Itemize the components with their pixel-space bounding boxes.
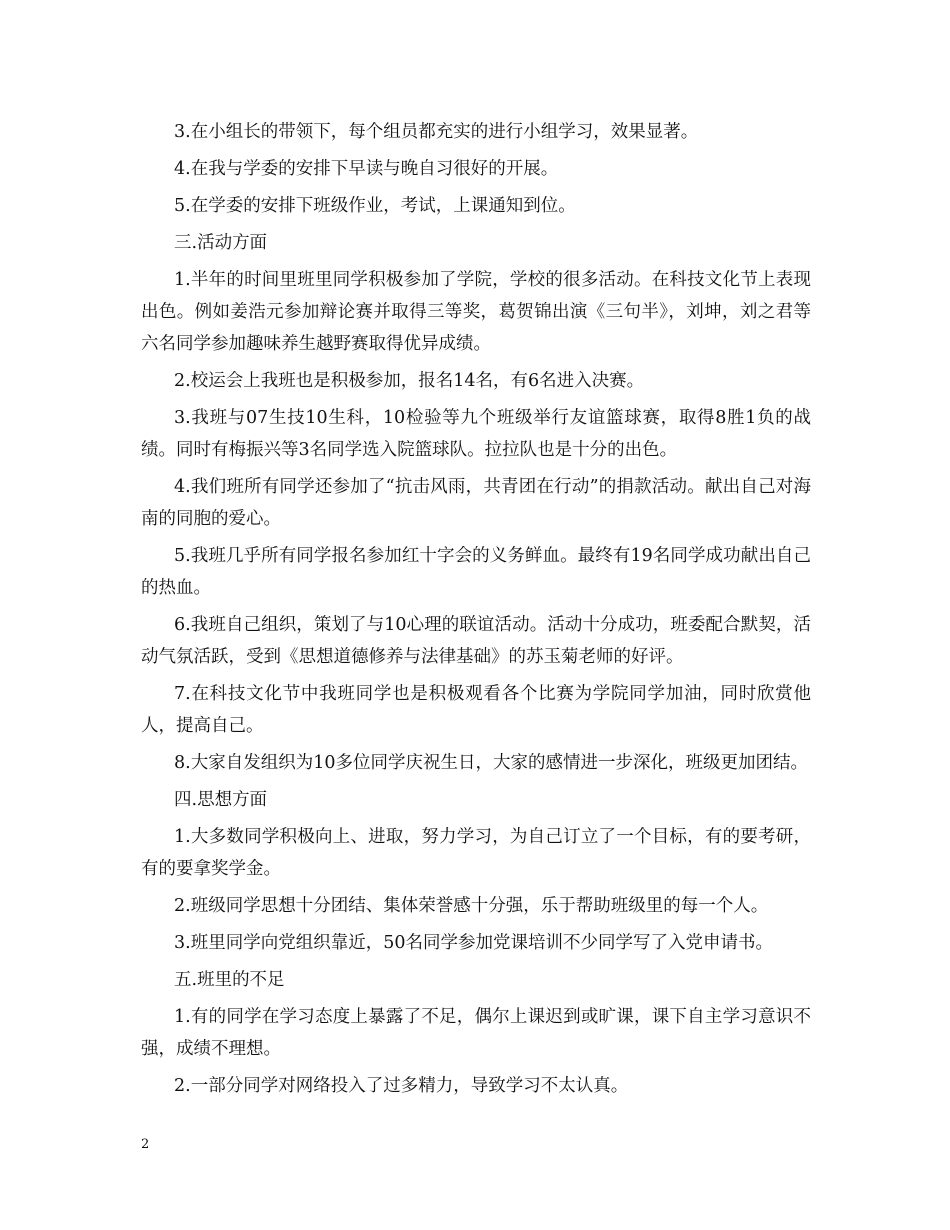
- document-body: [141, 116, 811, 1107]
- paragraph-activity-7: 7.在科技文化节中我班同学也是积极观看各个比赛为学院同学加油，同时欣赏他人，提高自己。: [141, 684, 811, 736]
- paragraph-activity-5: 5.我班几乎所有同学报名参加红十字会的义务鲜血。最终有19名同学成功献出自己的热血。: [141, 546, 811, 598]
- paragraph-activity-6: 6.我班自己组织，策划了与10心理的联谊活动。活动十分成功，班委配合默契，活动气氛活跃，受到《思想道德修养与法律基础》的苏玉菊老师的好评。: [141, 615, 811, 667]
- page-number: 2: [141, 1137, 150, 1152]
- paragraph-activity-1: 1.半年的时间里班里同学积极参加了学院，学校的很多活动。在科技文化节上表现出色。例如姜浩元参加辩论赛并取得三等奖，葛贺锦出演《三句半》，刘坤，刘之君等六名同学参加趣味养生越野赛取得优异成绩。: [141, 270, 811, 354]
- paragraph-shortcoming-2: 2.一部分同学对网络投入了过多精力，导致学习不太认真。: [174, 1076, 629, 1096]
- paragraph-thinking-1: 1.大多数同学积极向上、进取，努力学习，为自己订立了一个目标，有的要考研，有的要拿奖学金。: [141, 827, 811, 879]
- paragraph-item-3: 3.在小组长的带领下，每个组员都充实的进行小组学习，效果显著。: [174, 122, 699, 142]
- paragraph-shortcoming-1: 1.有的同学在学习态度上暴露了不足，偶尔上课迟到或旷课，课下自主学习意识不强，成绩不理想。: [141, 1007, 811, 1059]
- paragraph-thinking-2: 2.班级同学思想十分团结、集体荣誉感十分强，乐于帮助班级里的每一个人。: [174, 896, 769, 916]
- paragraph-item-5: 5.在学委的安排下班级作业，考试，上课通知到位。: [174, 196, 576, 216]
- paragraph-item-4: 4.在我与学委的安排下早读与晚自习很好的开展。: [174, 159, 559, 179]
- paragraph-activity-4: 4.我们班所有同学还参加了“抗击风雨，共青团在行动”的捐款活动。献出自己对海南的同胞的爱心。: [141, 477, 811, 529]
- section-heading-activities: 三.活动方面: [174, 233, 268, 253]
- paragraph-activity-2: 2.校运会上我班也是积极参加，报名14名，有6名进入决赛。: [174, 371, 645, 391]
- section-heading-thinking: 四.思想方面: [174, 790, 268, 810]
- paragraph-thinking-3: 3.班里同学向党组织靠近，50名同学参加党课培训不少同学写了入党申请书。: [174, 933, 773, 953]
- section-heading-shortcomings: 五.班里的不足: [174, 970, 285, 990]
- paragraph-activity-3: 3.我班与07生技10生科，10检验等九个班级举行友谊篮球赛，取得8胜1负的战绩。同时有梅振兴等3名同学选入院篮球队。拉拉队也是十分的出色。: [141, 408, 811, 460]
- paragraph-activity-8: 8.大家自发组织为10多位同学庆祝生日，大家的感情进一步深化，班级更加团结。: [174, 753, 808, 773]
